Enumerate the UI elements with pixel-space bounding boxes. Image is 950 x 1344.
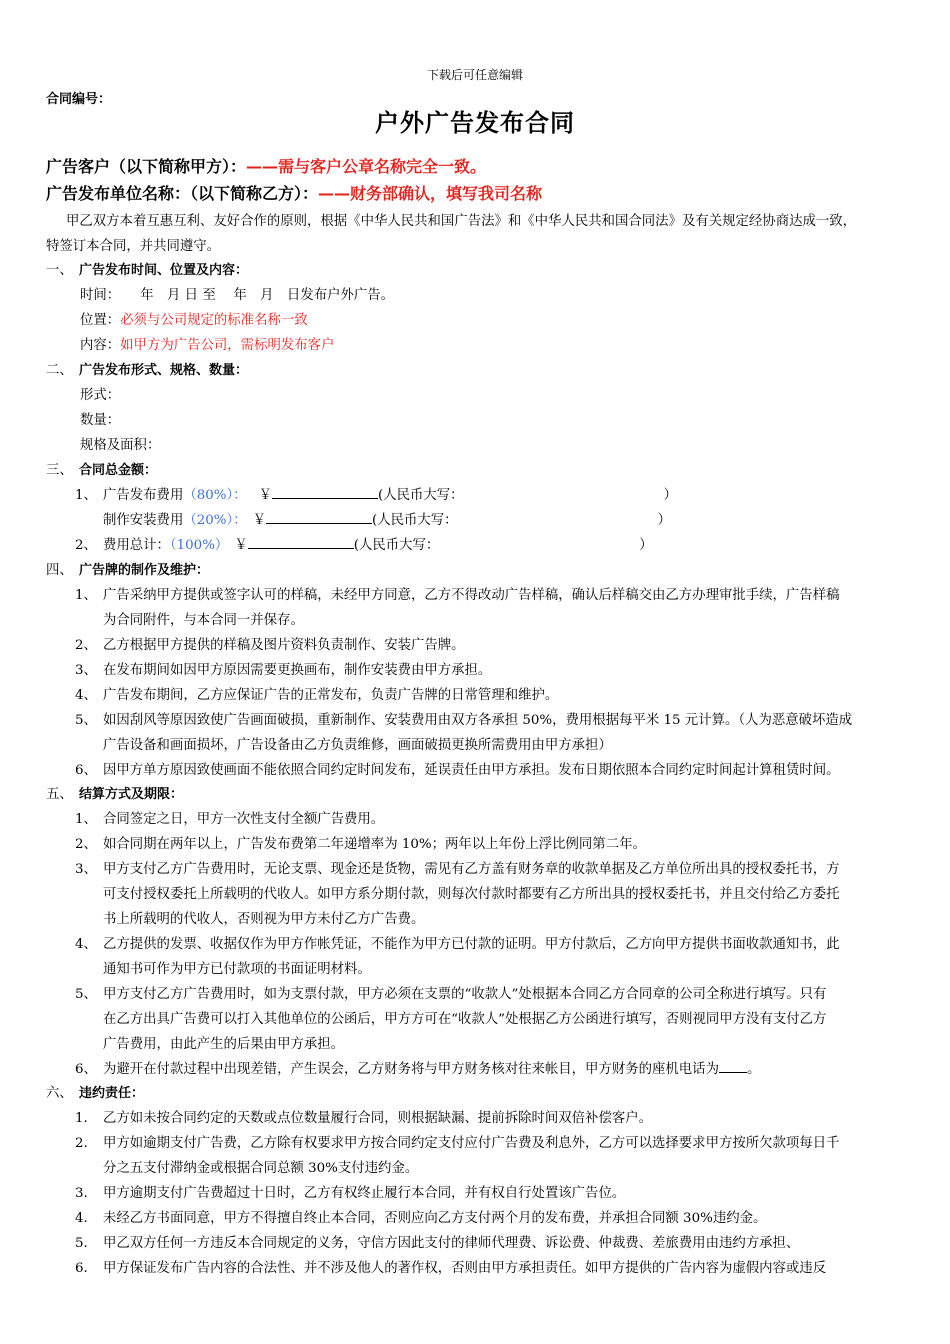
section-6-title: 违约责任： (79, 1086, 145, 1101)
item-text: 广告发布期间，乙方应保证广告的正常发布，负责广告牌的日常管理和维护。 (103, 688, 559, 703)
amount-row-percent: （80%）： (183, 488, 247, 503)
list-item-cont: 可支付授权委托上所载明的代收人。如甲方系分期付款，则每次付款时都要有乙方所出具的授权委托书，并且交付给乙方委托 (103, 887, 840, 902)
item-text: 乙方如未按合同约定的天数或点位数量履行合同，则根据缺漏、提前拆除时间双倍补偿客户。 (103, 1111, 653, 1126)
item-number: 4、 (75, 688, 97, 703)
item-text: 甲方逾期支付广告费超过十日时，乙方有权终止履行本合同，并有权自行处置该广告位。 (103, 1186, 626, 1201)
list-item-cont: 分之五支付滞纳金或根据合同总额 30%支付违约金。 (103, 1161, 419, 1176)
section-5-number: 五、 (46, 787, 73, 802)
item-text: 如合同期在两年以上，广告发布费第二年递增率为 10%；两年以上年份上浮比例同第二年。 (103, 837, 646, 852)
item-text: 合同签定之日，甲方一次性支付全额广告费用。 (103, 812, 385, 827)
section-4-number: 四、 (46, 563, 73, 578)
item-text: 甲方保证发布广告内容的合法性、并不涉及他人的著作权，否则由甲方承担责任。如甲方提供的广告内容为虚假内容或违反 (103, 1261, 827, 1276)
item-number: 6、 (75, 763, 97, 778)
amount-row-number: 2、 (75, 538, 97, 553)
item-number: 1、 (75, 812, 97, 827)
section-2-heading (46, 359, 248, 378)
item-number: 3、 (75, 663, 97, 678)
amount-blank (266, 509, 372, 524)
list-item (75, 1257, 826, 1276)
list-item (75, 1132, 839, 1151)
item-number: 3. (75, 1186, 88, 1201)
phone-blank (719, 1058, 747, 1073)
list-item (75, 858, 839, 877)
intro-line-2: 特签订本合同，并共同遵守。 (46, 239, 221, 254)
amount-row-label: 费用总计： (103, 538, 170, 553)
amount-row-install (103, 509, 671, 528)
party-a-label: 广告客户（以下简称甲方）： (46, 157, 247, 176)
close-paren: ） (657, 513, 671, 528)
item-text: 乙方根据甲方提供的样稿及图片资料负责制作、安装广告牌。 (103, 638, 465, 653)
amount-row-label: 广告发布费用 (103, 488, 184, 503)
item-number: 3、 (75, 862, 97, 877)
header-note: 下载后可任意编辑 (426, 68, 523, 82)
amount-row-label: 制作安装费用 (103, 513, 184, 528)
list-item-cont: 广告设备和画面损坏，广告设备由乙方负责维修，画面破损更换所需费用由甲方承担） (103, 738, 612, 753)
amount-row-number: 1、 (75, 488, 97, 503)
yen-symbol: ￥ (234, 538, 248, 553)
item-text: 甲方支付乙方广告费用时，无论支票、现金还是货物，需见有乙方盖有财务章的收款单据及乙方单位所出具的授权委托书，方 (103, 862, 840, 877)
section-3-number: 三、 (46, 463, 73, 478)
close-paren: ） (639, 538, 653, 553)
amount-row-total (75, 534, 653, 553)
item-text: 广告采纳甲方提供或签字认可的样稿，未经甲方同意，乙方不得改动广告样稿，确认后样稿交由乙方办理审批手续，广告样稿 (103, 588, 840, 603)
list-item (75, 1058, 760, 1077)
list-item (75, 833, 646, 852)
section-4-title: 广告牌的制作及维护： (79, 563, 210, 578)
item-number: 4. (75, 1211, 88, 1226)
amount-row-publish (75, 484, 677, 503)
section-2-number: 二、 (46, 363, 73, 378)
party-b-label: 广告发布单位名称：（以下简称乙方）： (46, 184, 319, 203)
section-6-number: 六、 (46, 1086, 73, 1101)
party-b-line (46, 181, 542, 204)
position-line (80, 309, 308, 328)
section-2-title: 广告发布形式、规格、数量： (79, 363, 249, 378)
list-item (75, 684, 558, 703)
item-number: 5、 (75, 713, 97, 728)
amount-blank (272, 484, 378, 499)
item-text: 未经乙方书面同意，甲方不得擅自终止本合同，否则应向乙方支付两个月的发布费，并承担合同额 30%违约金。 (103, 1211, 767, 1226)
list-item-cont: 通知书可作为甲方已付款项的书面证明材料。 (103, 962, 371, 977)
list-item-cont: 在乙方出具广告费可以打入其他单位的公函后，甲方方可在“收款人”处根据乙方公函进行填写，否则视同甲方没有支付乙方 (103, 1012, 827, 1027)
section-1-heading (46, 259, 248, 278)
item-text: 为避开在付款过程中出现差错，产生误会，乙方财务将与甲方财务核对往来帐目，甲方财务的座机电话为 (103, 1062, 719, 1077)
list-item (75, 808, 384, 827)
contract-number-label: 合同编号： (46, 92, 112, 107)
amount-blank (248, 534, 354, 549)
list-item-cont: 广告费用，由此产生的后果由甲方承担。 (103, 1037, 345, 1052)
list-item (75, 759, 839, 778)
content-label: 内容： (80, 338, 121, 353)
party-a-note: ——需与客户公章名称完全一致。 (246, 157, 487, 176)
quantity-field: 数量： (80, 413, 121, 428)
item-text: 乙方提供的发票、收据仅作为甲方作帐凭证，不能作为甲方已付款的证明。甲方付款后，乙方向甲方提供书面收款通知书，此 (103, 937, 840, 952)
item-text: 甲方如逾期支付广告费，乙方除有权要求甲方按合同约定支付应付广告费及利息外，乙方可以选择要求甲方按所欠款项每日千 (103, 1136, 840, 1151)
amount-row-percent: （100%） (169, 538, 229, 553)
item-number: 5. (75, 1236, 88, 1251)
item-text-end: 。 (746, 1062, 761, 1077)
item-text: 甲乙双方任何一方违反本合同规定的义务，守信方因此支付的律师代理费、诉讼费、仲裁费、差旅费用由违约方承担、 (103, 1236, 800, 1251)
item-text: 在发布期间如因甲方原因需要更换画布，制作安装费由甲方承担。 (103, 663, 492, 678)
list-item (75, 634, 465, 653)
list-item-cont: 为合同附件，与本合同一并保存。 (103, 613, 304, 628)
section-5-title: 结算方式及期限： (79, 787, 184, 802)
item-number: 6. (75, 1261, 88, 1276)
list-item (75, 709, 852, 728)
section-3-title: 合同总金额： (79, 463, 158, 478)
item-number: 2、 (75, 837, 97, 852)
item-text: 因甲方单方原因致使画面不能依照合同约定时间发布，延误责任由甲方承担。发布日期依照本合同约定时间起计算租赁时间。 (103, 763, 840, 778)
section-6-heading (46, 1082, 144, 1101)
list-item (75, 1107, 652, 1126)
publish-time: 时间： 年 月 日 至 年 月 日发布户外广告。 (80, 288, 395, 303)
item-text: 如因刮风等原因致使广告画面破损，重新制作、安装费用由双方各承担 50%，费用根据每平米 15 元计算。（人为恶意破坏造成 (103, 713, 853, 728)
item-number: 6、 (75, 1062, 97, 1077)
yen-symbol: ￥ (252, 513, 266, 528)
amount-row-percent: （20%）： (183, 513, 247, 528)
item-number: 2. (75, 1136, 88, 1151)
list-item (75, 933, 839, 952)
party-a-line (46, 154, 486, 177)
list-item (75, 1182, 625, 1201)
item-number: 5、 (75, 987, 97, 1002)
position-label: 位置： (80, 313, 121, 328)
item-number: 4、 (75, 937, 97, 952)
section-3-heading (46, 459, 157, 478)
item-number: 2、 (75, 638, 97, 653)
list-item (75, 584, 839, 603)
section-1-number: 一、 (46, 263, 73, 278)
party-b-note: ——财务部确认，填写我司名称 (318, 184, 543, 203)
spec-field: 规格及面积： (80, 438, 161, 453)
rmb-label: (人民币大写： (377, 488, 464, 503)
section-5-heading (46, 783, 183, 802)
rmb-label: (人民币大写： (353, 538, 440, 553)
list-item-cont: 书上所载明的代收人，否则视为甲方未付乙方广告费。 (103, 912, 425, 927)
item-text: 甲方支付乙方广告费用时，如为支票付款，甲方必须在支票的“收款人”处根据本合同乙方合同章的公司全称进行填写。只有 (103, 987, 827, 1002)
item-number: 1. (75, 1111, 88, 1126)
close-paren: ） (663, 488, 677, 503)
yen-symbol: ￥ (258, 488, 272, 503)
list-item (75, 1232, 799, 1251)
content-note: 如甲方为广告公司，需标明发布客户 (120, 338, 335, 353)
content-line (80, 334, 334, 353)
position-note: 必须与公司规定的标准名称一致 (120, 313, 308, 328)
intro-line-1: 甲乙双方本着互惠互利、友好合作的原则，根据《中华人民共和国广告法》和《中华人民共和国合同法》及有关规定经协商达成一致， (66, 214, 857, 229)
section-1-title: 广告发布时间、位置及内容： (79, 263, 249, 278)
list-item (75, 983, 826, 1002)
document-title: 户外广告发布合同 (375, 109, 575, 137)
list-item (75, 1207, 766, 1226)
list-item (75, 659, 491, 678)
section-4-heading (46, 559, 209, 578)
rmb-label: (人民币大写： (371, 513, 458, 528)
item-number: 1、 (75, 588, 97, 603)
form-field: 形式： (80, 388, 121, 403)
